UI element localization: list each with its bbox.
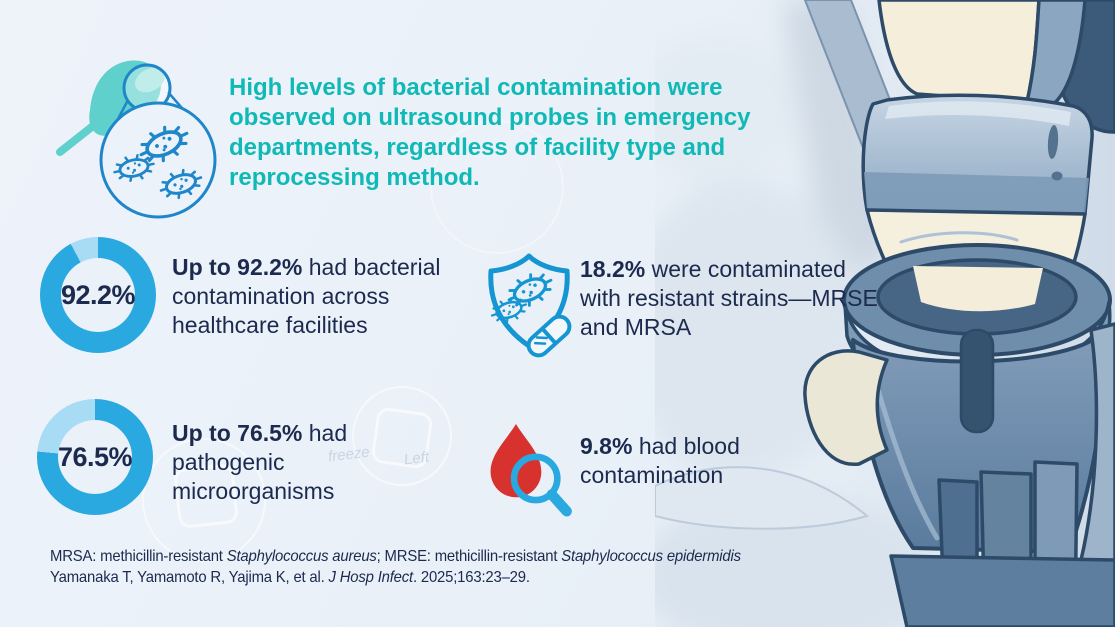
stat-pathogenic-microorganisms — [172, 419, 442, 506]
blood-drop-magnifier-icon — [484, 420, 578, 520]
footnote-citation — [50, 567, 741, 588]
shield-bacteria-pill-icon — [480, 250, 578, 358]
bacteria-icon — [503, 268, 556, 312]
stat-blood-contamination — [580, 432, 820, 490]
donut-center-label: 76.5% — [57, 441, 133, 472]
citation-authors: Yamanaka T, Yamamoto R, Yajima K, et al. — [50, 569, 329, 586]
probe-bacteria-magnifier-icon — [50, 48, 238, 220]
stat-value: 18.2% — [580, 256, 646, 282]
footnote-text: MRSA: methicillin-resistant — [50, 548, 227, 565]
stat-description: had bacterial contamination across healthcare facilities — [172, 254, 441, 338]
stat-description: had pathogenic microorganisms — [172, 420, 348, 504]
species-name: Staphylococcus epidermidis — [561, 548, 741, 565]
stat-value: Up to 76.5% — [172, 420, 303, 446]
footnote — [50, 546, 741, 588]
holder-slot — [961, 330, 993, 432]
species-name: Staphylococcus aureus — [226, 548, 377, 565]
donut-center-label: 92.2% — [60, 279, 136, 310]
footnote-abbreviations — [50, 546, 741, 567]
watermark-text: freeze — [327, 443, 371, 466]
stat-description: were contaminated with resistant strains—MRSE and MRSA — [580, 256, 878, 340]
headline: High levels of bacterial contamination were observed on ultrasound probes in emergency departments, regardless of facility type and reprocessing method. — [229, 74, 751, 191]
pill-capsule-icon — [524, 313, 573, 358]
magnifier-large-circle — [101, 103, 215, 217]
donut-chart-pathogenic-microorganisms — [37, 399, 153, 515]
stat-value: 9.8% — [580, 433, 633, 459]
watermark-text: Left — [403, 448, 430, 469]
holder-base — [891, 556, 1115, 627]
stat-value: Up to 92.2% — [172, 254, 303, 280]
citation-details: . 2025;163:23–29. — [412, 569, 530, 586]
magnifier-handle — [552, 494, 567, 511]
donut-chart-bacterial-contamination — [40, 237, 156, 353]
stat-resistant-strains — [580, 255, 885, 342]
journal-name: J Hosp Infect — [328, 569, 413, 586]
stat-description: had blood contamination — [580, 433, 740, 488]
footnote-text: ; MRSE: methicillin-resistant — [376, 548, 562, 565]
stat-bacterial-contamination — [172, 253, 472, 340]
